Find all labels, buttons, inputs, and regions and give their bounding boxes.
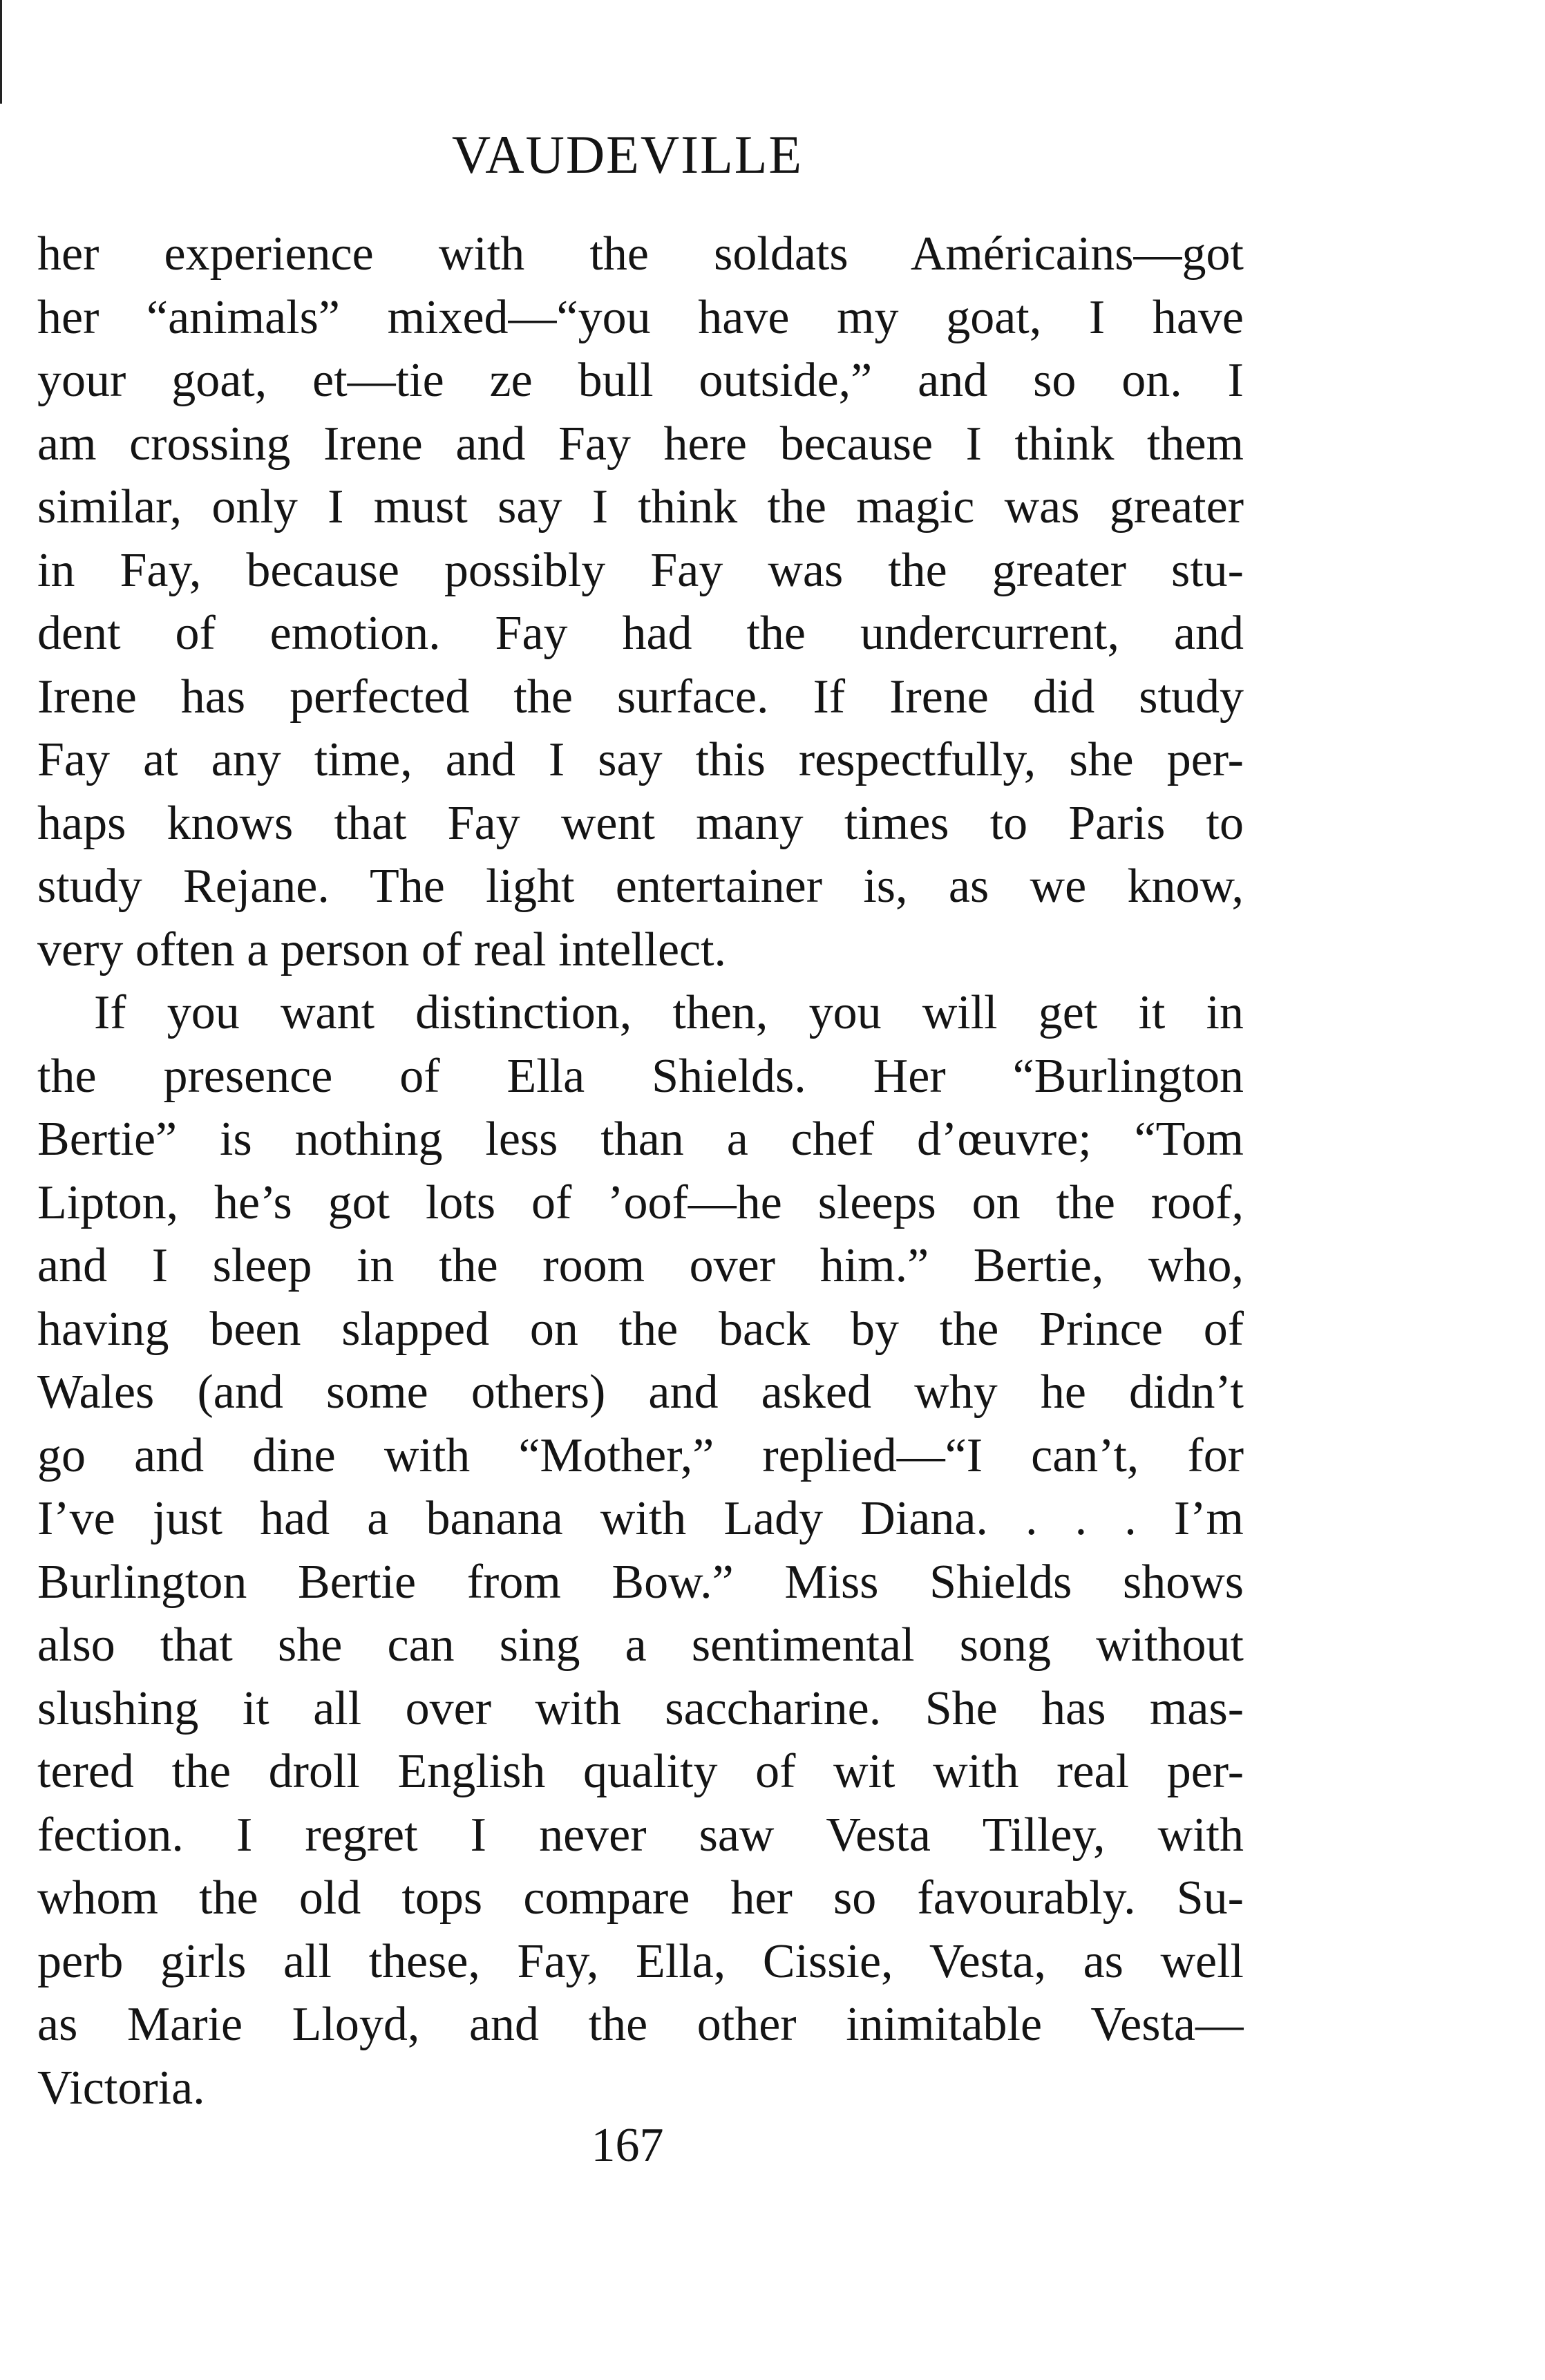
text-line: slushing it all over with saccharine. She has mas-: [37, 1681, 1244, 1735]
text-line: as Marie Lloyd, and the other inimitable Vesta—: [37, 1998, 1244, 2051]
text-line: similar, only I must say I think the magic was greater: [37, 480, 1244, 533]
paragraph-end-line: Victoria.: [37, 2061, 205, 2115]
text-line: Burlington Bertie from Bow.” Miss Shields shows: [37, 1555, 1244, 1609]
text-line: in Fay, because possibly Fay was the greater stu-: [37, 543, 1244, 597]
page-number: 167: [591, 2119, 664, 2172]
text-line: the presence of Ella Shields. Her “Burlington: [37, 1049, 1244, 1103]
text-line: your goat, et—tie ze bull outside,” and so on. I: [37, 354, 1244, 407]
text-line: Irene has perfected the surface. If Irene did study: [37, 670, 1244, 724]
text-line: am crossing Irene and Fay here because I think them: [37, 417, 1244, 471]
text-line: and I sleep in the room over him.” Bertie, who,: [37, 1239, 1244, 1292]
running-head: VAUDEVILLE: [451, 124, 804, 185]
text-line: Bertie” is nothing less than a chef d’œuvre; “Tom: [37, 1113, 1244, 1166]
paragraph-end-line: very often a person of real intellect.: [37, 923, 727, 976]
text-line: dent of emotion. Fay had the undercurrent, and: [37, 607, 1244, 660]
text-line: also that she can sing a sentimental song without: [37, 1618, 1244, 1672]
text-line: fection. I regret I never saw Vesta Tilley, with: [37, 1808, 1244, 1862]
text-line: whom the old tops compare her so favourably. Su-: [37, 1871, 1244, 1925]
text-line: I’ve just had a banana with Lady Diana. . . . I’m: [37, 1492, 1244, 1545]
text-line: perb girls all these, Fay, Ella, Cissie, Vesta, as well: [37, 1934, 1244, 1988]
body-text: [37, 223, 1244, 2119]
paragraph-start-line: If you want distinction, then, you will get it in: [94, 986, 1244, 1039]
text-line: her “animals” mixed—“you have my goat, I have: [37, 290, 1244, 344]
text-line: Wales (and some others) and asked why he didn’t: [37, 1366, 1244, 1419]
text-line: tered the droll English quality of wit with real per-: [37, 1745, 1244, 1798]
text-line: study Rejane. The light entertainer is, as we know,: [37, 860, 1244, 913]
page-edge-line: [0, 0, 2, 104]
text-line: having been slapped on the back by the Prince of: [37, 1302, 1244, 1356]
text-line: Lipton, he’s got lots of ’oof—he sleeps on the roof,: [37, 1175, 1244, 1229]
text-line: her experience with the soldats Américains—got: [37, 227, 1244, 281]
text-line: haps knows that Fay went many times to Paris to: [37, 796, 1244, 850]
text-line: Fay at any time, and I say this respectfully, she per-: [37, 733, 1244, 786]
text-line: go and dine with “Mother,” replied—“I can’t, for: [37, 1428, 1244, 1482]
